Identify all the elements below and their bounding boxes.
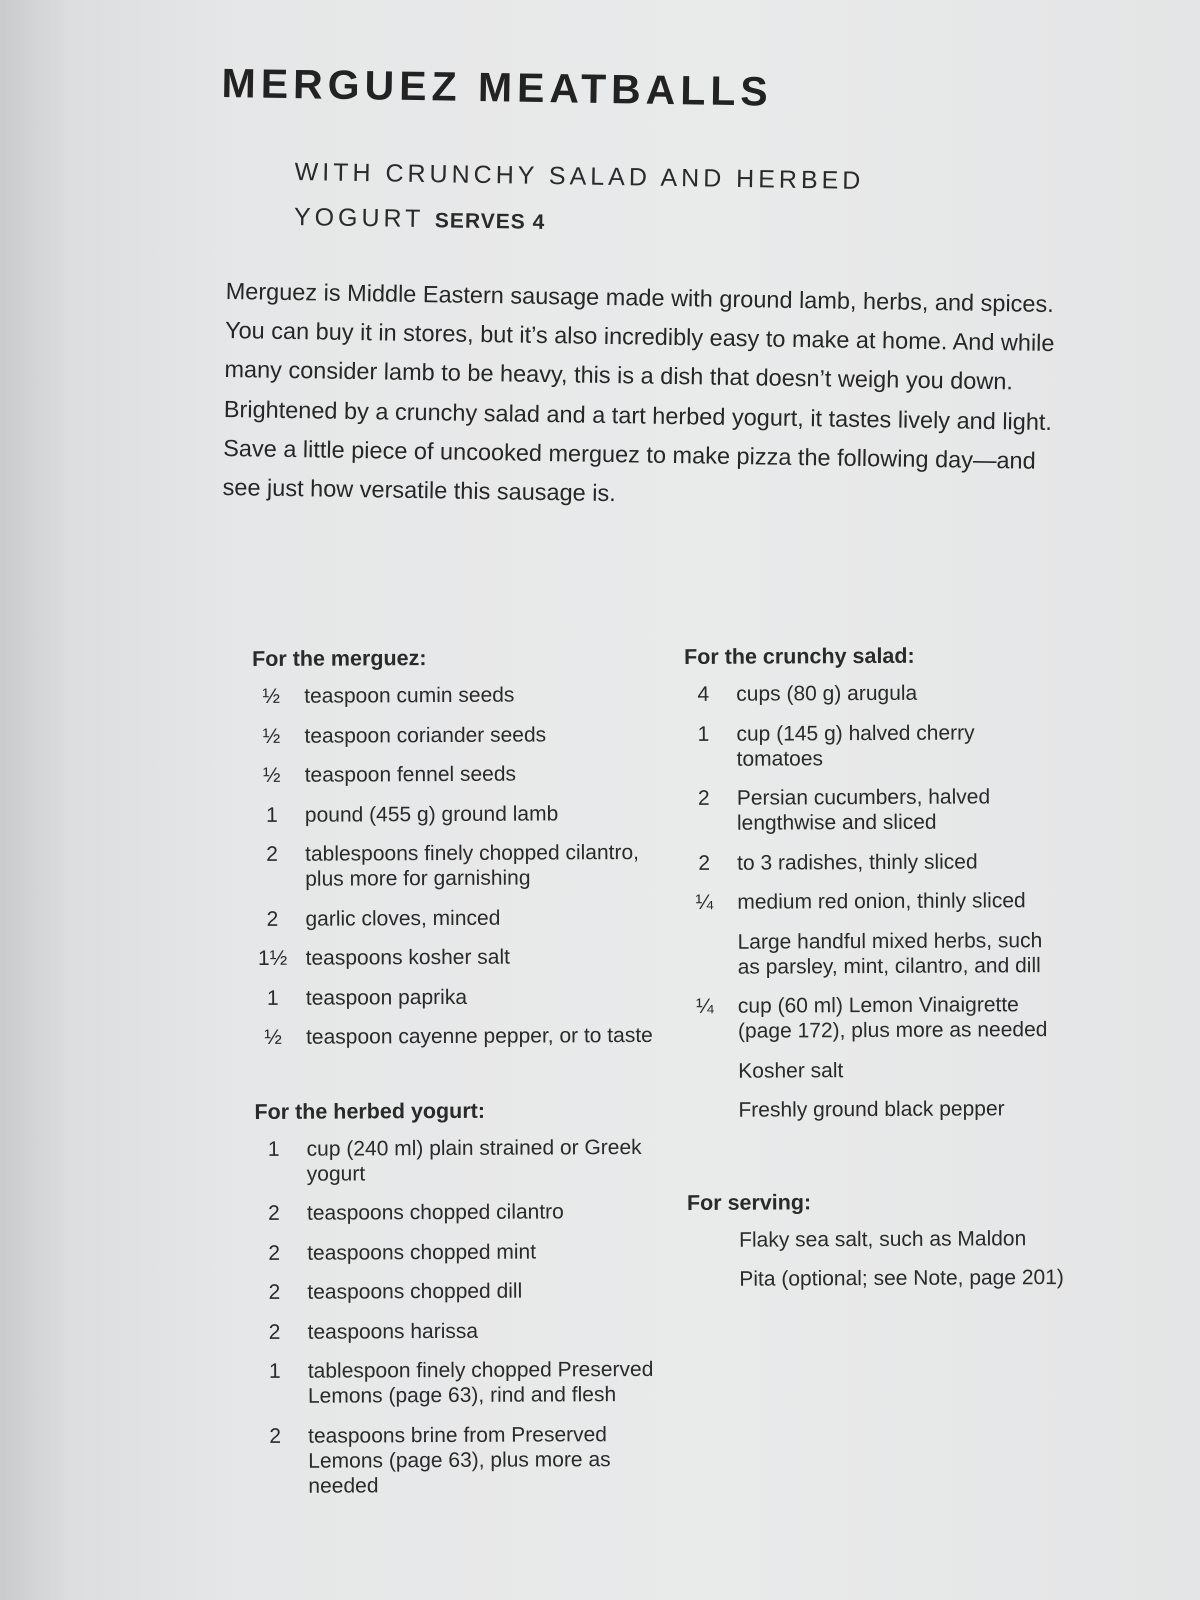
ingredient-quantity [686, 1098, 738, 1123]
ingredient-text: Pita (optional; see Note, page 201) [739, 1266, 1064, 1291]
section-gap [254, 1062, 664, 1098]
ingredient-text: teaspoons chopped cilantro [306, 1200, 564, 1225]
merguez-heading: For the merguez: [252, 646, 427, 671]
ingredient-item [253, 761, 663, 788]
ingredient-quantity: 2 [268, 1241, 281, 1265]
serving-section [687, 1188, 1068, 1292]
section-gap [687, 1136, 1067, 1190]
ingredient-quantity: ½ [262, 724, 281, 748]
ingredient-item [253, 904, 663, 931]
ingredient-item [684, 720, 1064, 772]
ingredient-text: Kosher salt [738, 1058, 844, 1083]
ingredient-item [687, 1226, 1067, 1253]
crunchy-salad-list [684, 680, 1066, 1123]
ingredient-quantity: 2 [266, 907, 279, 931]
herbed-yogurt-section [254, 1096, 666, 1498]
ingredient-item [686, 992, 1066, 1044]
ingredient-text: cup (145 g) halved cherry tomatoes [736, 720, 975, 771]
ingredient-text: teaspoon fennel seeds [304, 762, 517, 787]
ingredient-item [686, 1096, 1066, 1123]
ingredient-item [252, 721, 662, 748]
ingredient-text: Flaky sea salt, such as Maldon [739, 1226, 1027, 1252]
ingredient-text: garlic cloves, minced [305, 906, 501, 931]
ingredient-text: Large handful mixed herbs, such as parsley, mint, cilantro, and dill [737, 928, 1043, 979]
ingredient-quantity: 2 [698, 851, 711, 875]
ingredient-item [255, 1278, 665, 1305]
ingredient-quantity: ½ [262, 684, 281, 708]
serving-list [687, 1226, 1067, 1292]
herbed-yogurt-heading: For the herbed yogurt: [254, 1098, 486, 1124]
ingredient-item [254, 944, 664, 971]
ingredient-item [685, 784, 1065, 836]
ingredient-quantity [687, 1267, 739, 1292]
ingredient-item [684, 680, 1064, 707]
ingredient-item [254, 983, 664, 1010]
recipe-title: MERGUEZ MEATBALLS [221, 60, 774, 115]
ingredient-text: teaspoon cumin seeds [304, 683, 515, 708]
ingredient-item [256, 1421, 666, 1498]
ingredient-item [252, 682, 662, 709]
ingredient-item [685, 928, 1065, 980]
ingredient-quantity: ¼ [696, 994, 714, 1018]
ingredient-quantity: 1 [265, 803, 278, 827]
ingredient-text: cups (80 g) arugula [736, 681, 918, 706]
subtitle-text: WITH CRUNCHY SALAD AND HERBED YOGURT [293, 157, 865, 234]
ingredient-quantity: ½ [264, 1025, 282, 1049]
ingredient-item [256, 1317, 666, 1344]
ingredient-text: cup (60 ml) Lemon Vinaigrette (page 172), plus more as needed [737, 993, 1048, 1043]
ingredient-item [687, 1265, 1067, 1292]
recipe-intro: Merguez is Middle Eastern sausage made with ground lamb, herbs, and spices. You can buy it in stores, but it’s also incredibly easy to make at home. And while many consider lamb to be heavy, this is a dish that doesn’t weigh you down. Brightened by a crunchy salad and a tart herbed yogurt, it tastes lively and light. Save a little piece of uncooked merguez to make pizza the following day—and see just how versatile this sausage is. [222, 277, 1055, 507]
ingredient-item [685, 888, 1065, 915]
ingredient-quantity: 1 [268, 1359, 281, 1383]
ingredient-item [685, 849, 1065, 876]
ingredient-text: pound (455 g) ground lamb [304, 801, 559, 827]
ingredients-right-column [684, 642, 1067, 1306]
ingredient-item [253, 840, 663, 892]
ingredient-text: teaspoon cayenne pepper, or to taste [305, 1023, 653, 1049]
ingredient-text: cup (240 ml) plain strained or Greek yogurt [306, 1135, 642, 1186]
merguez-section [252, 644, 664, 1050]
ingredient-text: Freshly ground black pepper [738, 1097, 1005, 1122]
ingredient-item [256, 1357, 666, 1409]
ingredient-text: medium red onion, thinly sliced [737, 889, 1026, 914]
ingredient-quantity: 2 [697, 786, 710, 810]
ingredient-item [686, 1057, 1066, 1084]
herbed-yogurt-list [255, 1134, 667, 1498]
ingredient-text: teaspoons harissa [307, 1319, 479, 1344]
ingredient-quantity: 2 [268, 1280, 281, 1304]
ingredient-quantity [685, 929, 737, 979]
ingredient-text: teaspoon paprika [305, 985, 468, 1010]
ingredient-quantity: ¼ [695, 890, 714, 914]
ingredient-text: teaspoons kosher salt [305, 945, 510, 970]
ingredient-text: teaspoons brine from Preserved Lemons (page 63), plus more as needed [308, 1422, 611, 1498]
merguez-list [252, 682, 664, 1050]
recipe-subtitle [294, 150, 975, 252]
ingredient-quantity [687, 1227, 739, 1252]
ingredient-item [253, 800, 663, 827]
ingredient-quantity: 1 [266, 986, 279, 1010]
ingredient-quantity: 4 [697, 682, 710, 706]
ingredients-left-column [252, 644, 667, 1513]
serving-heading: For serving: [686, 1189, 812, 1215]
ingredient-quantity: 2 [269, 1424, 282, 1448]
ingredient-item [255, 1134, 665, 1186]
crunchy-salad-heading: For the crunchy salad: [684, 643, 915, 669]
ingredient-item [255, 1238, 665, 1265]
ingredient-quantity: 2 [266, 842, 278, 866]
ingredient-text: to 3 radishes, thinly sliced [737, 849, 978, 875]
ingredient-quantity: ½ [262, 763, 281, 787]
crunchy-salad-section [684, 642, 1067, 1123]
ingredient-item [254, 1023, 664, 1050]
ingredient-quantity: 2 [268, 1320, 281, 1344]
ingredient-text: teaspoons chopped dill [307, 1279, 523, 1304]
ingredient-quantity: 1 [697, 722, 710, 746]
ingredient-text: tablespoons finely chopped cilantro, plus more for garnishing [305, 840, 640, 891]
ingredient-quantity: 2 [268, 1201, 280, 1225]
serves-label: SERVES 4 [434, 209, 546, 234]
ingredient-text: teaspoons chopped mint [307, 1240, 537, 1265]
ingredient-text: teaspoon coriander seeds [304, 722, 547, 748]
ingredient-quantity [686, 1058, 738, 1083]
ingredient-text: Persian cucumbers, halved lengthwise and sliced [736, 785, 991, 835]
ingredient-quantity: 1 [267, 1137, 280, 1161]
ingredient-quantity: 1½ [257, 946, 288, 970]
ingredient-item [255, 1199, 665, 1226]
ingredient-text: tablespoon finely chopped Preserved Lemons (page 63), rind and flesh [307, 1357, 654, 1408]
